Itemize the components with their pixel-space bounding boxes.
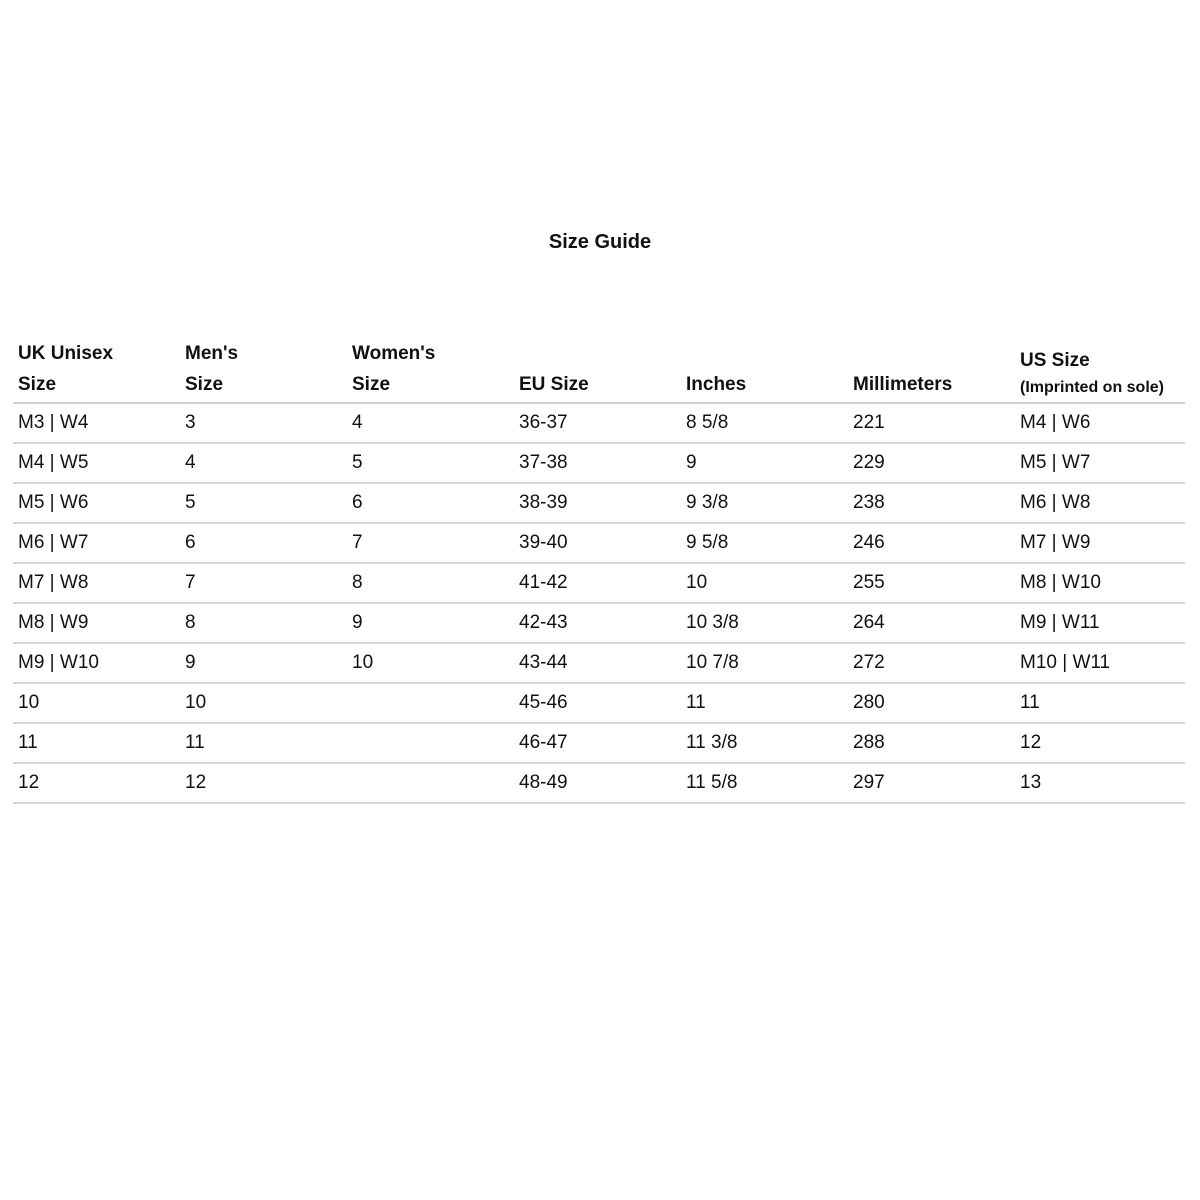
inches-cell: 10: [681, 563, 848, 603]
uk-unisex-cell: M5 | W6: [13, 483, 180, 523]
eu-size-cell: 48-49: [514, 763, 681, 803]
us-size-cell: 11: [1015, 683, 1185, 723]
header-uk-unisex-size: [13, 338, 180, 403]
womens-size-cell: 4: [347, 403, 514, 443]
uk-unisex-cell: 12: [13, 763, 180, 803]
millimeters-cell: 229: [848, 443, 1015, 483]
header-mens-size: [180, 338, 347, 403]
us-size-cell: M7 | W9: [1015, 523, 1185, 563]
page-title: Size Guide: [548, 231, 652, 253]
mens-size-cell: 11: [180, 723, 347, 763]
table-row: [13, 763, 1185, 803]
millimeters-cell: 238: [848, 483, 1015, 523]
inches-cell: 10 7/8: [681, 643, 848, 683]
millimeters-cell: 246: [848, 523, 1015, 563]
millimeters-cell: 272: [848, 643, 1015, 683]
header-line: Millimeters: [853, 374, 953, 395]
table-row: [13, 723, 1185, 763]
us-size-cell: M9 | W11: [1015, 603, 1185, 643]
us-size-cell: 12: [1015, 723, 1185, 763]
eu-size-cell: 37-38: [514, 443, 681, 483]
eu-size-cell: 43-44: [514, 643, 681, 683]
millimeters-cell: 255: [848, 563, 1015, 603]
header-millimeters: [848, 338, 1015, 403]
header-line: UK Unisex: [18, 343, 114, 364]
us-size-cell: M10 | W11: [1015, 643, 1185, 683]
womens-size-cell: 8: [347, 563, 514, 603]
table-row: [13, 523, 1185, 563]
table-row: [13, 643, 1185, 683]
uk-unisex-cell: 10: [13, 683, 180, 723]
eu-size-cell: 45-46: [514, 683, 681, 723]
inches-cell: 11 5/8: [681, 763, 848, 803]
inches-cell: 9: [681, 443, 848, 483]
inches-cell: 11 3/8: [681, 723, 848, 763]
table-body: [13, 403, 1185, 803]
womens-size-cell: [347, 723, 514, 763]
womens-size-cell: 9: [347, 603, 514, 643]
table-header-row: [13, 338, 1185, 403]
millimeters-cell: 280: [848, 683, 1015, 723]
us-size-cell: M5 | W7: [1015, 443, 1185, 483]
womens-size-cell: [347, 763, 514, 803]
header-line: Size: [185, 374, 224, 395]
header-line: Women's: [352, 343, 436, 364]
uk-unisex-cell: M3 | W4: [13, 403, 180, 443]
mens-size-cell: 7: [180, 563, 347, 603]
mens-size-cell: 10: [180, 683, 347, 723]
header-subtitle: (Imprinted on sole): [1020, 379, 1164, 396]
table-row: [13, 603, 1185, 643]
us-size-cell: M6 | W8: [1015, 483, 1185, 523]
inches-cell: 9 3/8: [681, 483, 848, 523]
eu-size-cell: 36-37: [514, 403, 681, 443]
table-row: [13, 563, 1185, 603]
header-line: Size: [352, 374, 391, 395]
uk-unisex-cell: M6 | W7: [13, 523, 180, 563]
header-inches: [681, 338, 848, 403]
us-size-cell: M8 | W10: [1015, 563, 1185, 603]
eu-size-cell: 38-39: [514, 483, 681, 523]
inches-cell: 9 5/8: [681, 523, 848, 563]
header-womens-size: [347, 338, 514, 403]
table-row: [13, 403, 1185, 443]
womens-size-cell: 5: [347, 443, 514, 483]
millimeters-cell: 288: [848, 723, 1015, 763]
header-eu-size: [514, 338, 681, 403]
eu-size-cell: 42-43: [514, 603, 681, 643]
millimeters-cell: 264: [848, 603, 1015, 643]
us-size-cell: M4 | W6: [1015, 403, 1185, 443]
header-line: US Size: [1020, 350, 1090, 371]
eu-size-cell: 41-42: [514, 563, 681, 603]
millimeters-cell: 221: [848, 403, 1015, 443]
millimeters-cell: 297: [848, 763, 1015, 803]
table-row: [13, 483, 1185, 523]
mens-size-cell: 6: [180, 523, 347, 563]
header-line: Men's: [185, 343, 239, 364]
inches-cell: 8 5/8: [681, 403, 848, 443]
header-line: Size: [18, 374, 57, 395]
womens-size-cell: 7: [347, 523, 514, 563]
table-row: [13, 683, 1185, 723]
mens-size-cell: 5: [180, 483, 347, 523]
inches-cell: 10 3/8: [681, 603, 848, 643]
womens-size-cell: 10: [347, 643, 514, 683]
mens-size-cell: 8: [180, 603, 347, 643]
mens-size-cell: 3: [180, 403, 347, 443]
mens-size-cell: 4: [180, 443, 347, 483]
eu-size-cell: 39-40: [514, 523, 681, 563]
header-line: Inches: [686, 374, 747, 395]
us-size-cell: 13: [1015, 763, 1185, 803]
mens-size-cell: 9: [180, 643, 347, 683]
uk-unisex-cell: 11: [13, 723, 180, 763]
size-guide-table: [13, 338, 1185, 804]
mens-size-cell: 12: [180, 763, 347, 803]
header-us-size: [1015, 338, 1185, 403]
header-line: EU Size: [519, 374, 589, 395]
womens-size-cell: 6: [347, 483, 514, 523]
womens-size-cell: [347, 683, 514, 723]
uk-unisex-cell: M8 | W9: [13, 603, 180, 643]
uk-unisex-cell: M7 | W8: [13, 563, 180, 603]
uk-unisex-cell: M4 | W5: [13, 443, 180, 483]
eu-size-cell: 46-47: [514, 723, 681, 763]
inches-cell: 11: [681, 683, 848, 723]
table-row: [13, 443, 1185, 483]
uk-unisex-cell: M9 | W10: [13, 643, 180, 683]
